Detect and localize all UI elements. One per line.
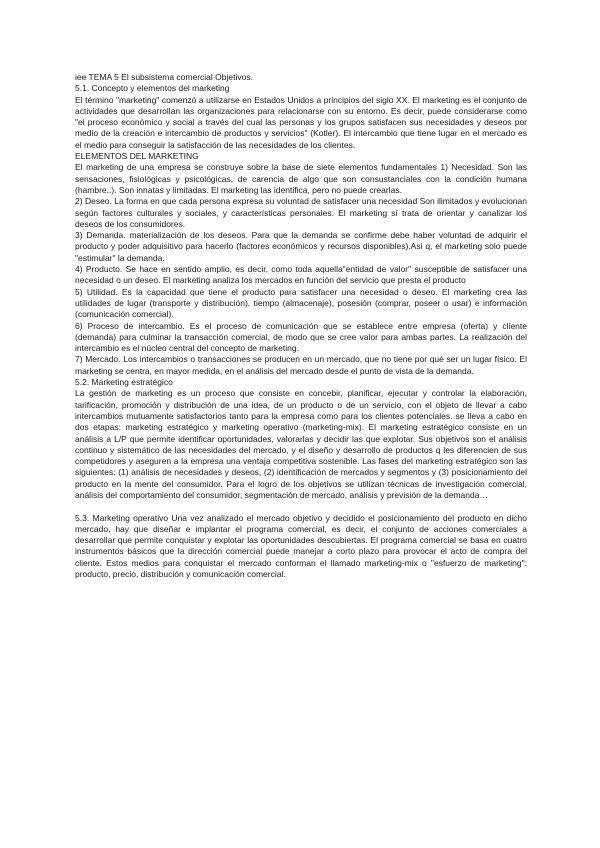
paragraph-spacer [75,501,527,512]
paragraph-deseo: 2) Deseo. La forma en que cada persona expresa su voluntad de satisfacer una necesidad Son ilimitados y evolucionan según factores culturales y sociales, y características personales. El marketing sí trata de orientar y canalizar los deseos de los consumidores. [75,196,527,229]
paragraph-mercado: 7) Mercado. Los intercambios o transacciones se producen en un mercado, que no tiene por qué ser un lugar físico. El marketing se centra, en mayor medida, en el análisis del mercado desde el punto de vista de la demanda. [75,354,527,376]
document-title: iee TEMA 5 El subsistema comercial Objetivos. [75,72,253,82]
paragraph-demanda: 3) Demanda. materialización de los deseos. Para que la demanda se confirme debe haber voluntad de adquirir el producto y poder adquisitivo para hacerlo (factores económicos y recursos disponibles).Asi q, el marketing solo puede "estimular" la demanda. [75,230,527,263]
paragraph-necesidad: El marketing de una empresa se construye sobre la base de siete elementos fundamentales 1) Necesidad. Son las sensaciones, fisiológicas y psicológicas, de carencia de algo que son consustanciales con la condición humana (hambre..). Son innatas y limitadas. El marketing las identifica, pero no puede crearlas. [75,162,527,195]
paragraph-producto: 4) Producto. Se hace en sentido amplio, es decir, como toda aquella"entidad de valor" susceptible de satisfacer una necesidad o un deseo. El marketing analiza los mercados en función del servicio que presta el producto [75,264,527,286]
paragraph-utilidad: 5) Utilidad. Es la capacidad que tiene el producto para satisfacer una necesidad o deseo. El marketing crea las utilidades de lugar (transporte y distribución), tiempo (almacenaje), posesión (comprar, poseer o usar) e información (comunicación comercial). [75,286,527,320]
section-heading-elementos: ELEMENTOS DEL MARKETING [75,151,199,162]
paragraph-marketing-estrategico: La gestión de marketing es un proceso que consiste en concebir, planificar, ejecutar y controlar la elaboración, tarificación, promoción y distribución de una idea, de un producto o de un servicio, con el objeto de llevar a cabo intercambios mutuamente satisfactorios tanto para la empresa como para los clientes potenciales. se lleva a cabo en dos etapas: marketing estratégico y marketing operativo (marketing-mix). El marketing estratégico consiste en un análisis a L/P que permite identificar oportunidades, valorarlas y decidir las que explotar. Sus objetivos son el análisis continuo y sistemático de las necesidades del mercado, y el diseño y desarrollo de productos q les diferencien de sus competidores y aseguren a la empresa una ventaja competitiva sostenible. Las fases del marketing estratégico son las siguientes: (1) análisis de necesidades y deseos, (2) identificación de mercados y segmentos y (3) posicionamiento del producto en la mente del consumidor. Para el logro de los objetivos se utilizan técnicas de investigación comercial, análisis del comportamiento del consumidor, segmentación de mercado, análisis y previsión de la demanda… [75,388,527,500]
paragraph-marketing-definition: El término "marketing" comenzó a utilizarse en Estados Unidos a principios del siglo XX. El marketing es el conjunto de actividades que desarrollan las organizaciones para relacionarse con su entorno. Es decir, puede considerarse como "el proceso económico y social a través del cual las personas y los grupos satisfacen sus necesidades y deseos por medio de la creación e intercambio de productos y servicios" (Kotler). El intercambio que tiene lugar en el mercado es el medio para conseguir la satisfacción de las necesidades de los clientes. [75,94,527,150]
section-heading-5-2: 5.2. Marketing estratégico [75,377,173,388]
document-body [75,72,527,580]
paragraph-proceso-intercambio: 6) Proceso de intercambio. Es el proceso de comunicación que se establece entre empresa (oferta) y cliente (demanda) para culminar la transacción comercial, de modo que se cree valor para ambas partes. La realización del intercambio es el núcleo central del concepto de marketing. [75,320,527,354]
paragraph-marketing-operativo: 5.3. Marketing operativo Una vez analizado el mercado objetivo y decidido el posicionamiento del producto en dicho mercado, hay que diseñar e implantar el programa comercial, es decir, el conjunto de acciones comerciales a desarrollar que permite conquistar y explotar las oportunidades descubiertas. El programa comercial se basa en cuatro instrumentos básicos que la dirección comercial puede manejar a corto plazo para provocar el acto de compra del cliente. Estos medios para conquistar el mercado conforman el llamado marketing-mix o "esfuerzo de marketing": producto, precio, distribución y comunicación comercial. [75,512,527,580]
section-heading-5-1: 5.1. Concepto y elementos del marketing [75,83,230,94]
